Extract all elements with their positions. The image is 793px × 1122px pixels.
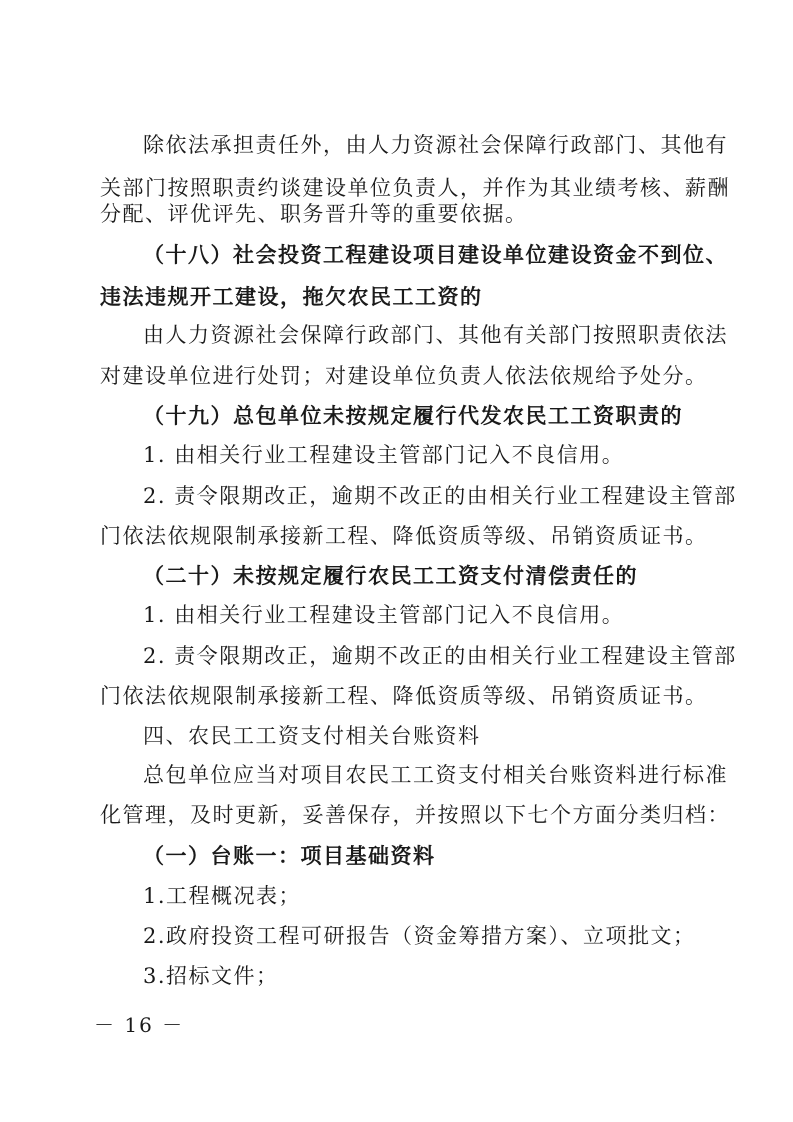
section-heading: （二十）未按规定履行农民工工资支付清偿责任的 xyxy=(143,563,638,588)
list-item: 2.政府投资工程可研报告（资金筹措方案）、立项批文； xyxy=(143,924,696,948)
list-item: 3.招标文件； xyxy=(143,964,279,988)
list-item: 1. 由相关行业工程建设主管部门记入不良信用。 xyxy=(143,443,625,467)
list-item: 1. 由相关行业工程建设主管部门记入不良信用。 xyxy=(143,603,625,627)
page-number: － 16 － xyxy=(94,1013,185,1037)
paragraph-line: 由人力资源社会保障行政部门、其他有关部门按照职责依法 xyxy=(143,323,728,347)
list-item: 2. 责令限期改正，逾期不改正的由相关行业工程建设主管部 xyxy=(143,484,737,508)
section-heading: （十九）总包单位未按规定履行代发农民工工资职责的 xyxy=(143,403,683,428)
paragraph-line: 化管理，及时更新，妥善保存，并按照以下七个方面分类归档： xyxy=(100,803,730,827)
paragraph-line: 除依法承担责任外，由人力资源社会保障行政部门、其他有 xyxy=(143,133,728,157)
section-heading: （十八）社会投资工程建设项目建设单位建设资金不到位、 xyxy=(143,242,728,267)
list-item: 门依法依规限制承接新工程、降低资质等级、吊销资质证书。 xyxy=(100,684,708,708)
paragraph-line: 关部门按照职责约谈建设单位负责人，并作为其业绩考核、薪酬 xyxy=(100,176,730,200)
list-item: 1.工程概况表； xyxy=(143,884,302,908)
section-heading: （一）台账一：项目基础资料 xyxy=(143,843,436,868)
paragraph-line: 分配、评优评先、职务晋升等的重要依据。 xyxy=(100,202,528,226)
chapter-heading: 四、农民工工资支付相关台账资料 xyxy=(143,724,481,748)
list-item: 2. 责令限期改正，逾期不改正的由相关行业工程建设主管部 xyxy=(143,644,737,668)
paragraph-line: 对建设单位进行处罚；对建设单位负责人依法依规给予处分。 xyxy=(100,364,708,388)
list-item: 门依法依规限制承接新工程、降低资质等级、吊销资质证书。 xyxy=(100,524,708,548)
paragraph-line: 总包单位应当对项目农民工工资支付相关台账资料进行标准 xyxy=(143,763,728,787)
section-heading: 违法违规开工建设，拖欠农民工工资的 xyxy=(100,284,483,309)
